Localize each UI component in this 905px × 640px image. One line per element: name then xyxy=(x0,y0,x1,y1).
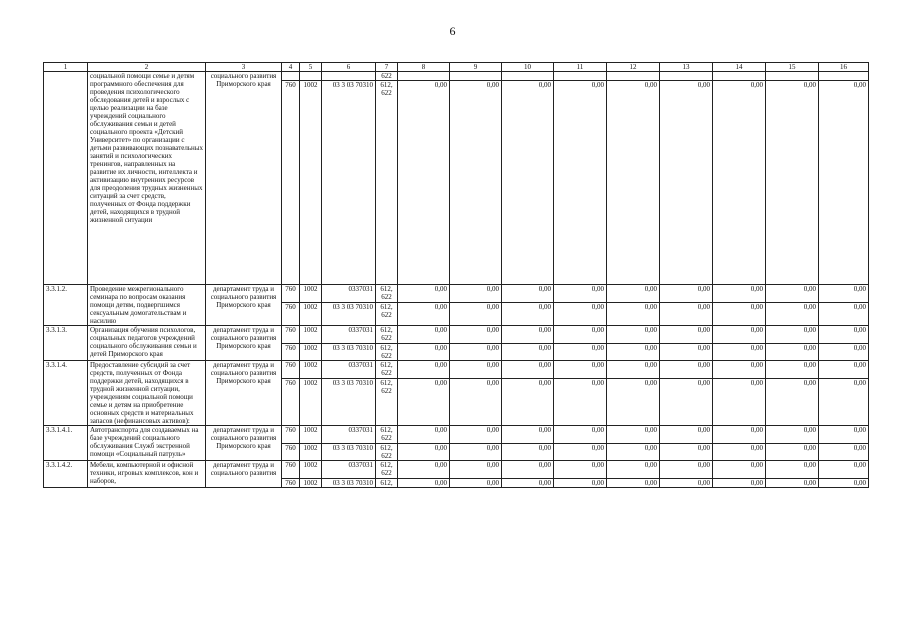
value-cell: 0,00 xyxy=(819,461,869,479)
header-cell: 6 xyxy=(322,63,376,72)
row-code: 3.3.1.2. xyxy=(44,285,88,326)
row-name: Автотранспорта для создаваемых на базе учреждений социального обслуживания Служб экстренной помощи «Социальный патруль» xyxy=(88,426,206,461)
value-cell xyxy=(819,72,869,81)
header-cell: 7 xyxy=(376,63,398,72)
value-cell: 0,00 xyxy=(554,361,607,379)
cell-c6: 0337031 xyxy=(322,326,376,344)
cell-c6: 03 3 03 70310 xyxy=(322,479,376,488)
value-cell xyxy=(502,72,554,81)
cell-c5: 1002 xyxy=(300,326,322,344)
value-cell: 0,00 xyxy=(713,303,766,326)
cell-c6 xyxy=(322,72,376,81)
value-cell: 0,00 xyxy=(713,344,766,361)
value-cell: 0,00 xyxy=(607,444,660,461)
cell-c7: 612, 622 xyxy=(376,461,398,479)
value-cell: 0,00 xyxy=(713,426,766,444)
table-row xyxy=(44,285,869,303)
row-name: Проведение межрегионального семинара по вопросам оказания помощи детям, подвергшимся сексуальным домогательствам и насилию xyxy=(88,285,206,326)
value-cell: 0,00 xyxy=(554,285,607,303)
row-code: 3.3.1.4.1. xyxy=(44,426,88,461)
row-name: Мебели, компьютерной и офисной техники, игровых комплексов, кон и наборов, xyxy=(88,461,206,488)
value-cell: 0,00 xyxy=(398,303,450,326)
value-cell: 0,00 xyxy=(660,426,713,444)
cell-c7: 612, 622 xyxy=(376,361,398,379)
row-name: социальной помощи семье и детям программного обеспечения для проведения психологического обследования детей и взрослых с целью реализации на базе учреждений социального обслуживания семьи и детей социального проекта «Детский Университет» по организации с детьми развивающих познавательных занятий и психологических тренингов, направленных на развитие их личности, интеллекта и активизацию внутренних ресурсов для преодоления трудных жизненных ситуаций за счет средств, полученных от Фонда поддержки детей, находящихся в трудной жизненной ситуации xyxy=(88,72,206,285)
value-cell: 0,00 xyxy=(660,379,713,426)
header-cell: 3 xyxy=(206,63,282,72)
value-cell: 0,00 xyxy=(554,81,607,285)
cell-c6: 0337031 xyxy=(322,426,376,444)
cell-c4: 760 xyxy=(282,81,300,285)
cell-c4: 760 xyxy=(282,379,300,426)
value-cell: 0,00 xyxy=(819,426,869,444)
cell-c5: 1002 xyxy=(300,361,322,379)
cell-c7: 612, 622 xyxy=(376,444,398,461)
cell-c6: 0337031 xyxy=(322,285,376,303)
table-row xyxy=(44,361,869,379)
value-cell: 0,00 xyxy=(713,285,766,303)
cell-c4: 760 xyxy=(282,361,300,379)
value-cell: 0,00 xyxy=(450,479,502,488)
value-cell: 0,00 xyxy=(502,285,554,303)
value-cell: 0,00 xyxy=(660,361,713,379)
value-cell: 0,00 xyxy=(766,426,819,444)
cell-c5: 1002 xyxy=(300,444,322,461)
value-cell: 0,00 xyxy=(607,303,660,326)
value-cell: 0,00 xyxy=(819,479,869,488)
value-cell: 0,00 xyxy=(450,379,502,426)
value-cell: 0,00 xyxy=(398,426,450,444)
value-cell: 0,00 xyxy=(819,285,869,303)
value-cell: 0,00 xyxy=(554,303,607,326)
value-cell: 0,00 xyxy=(766,326,819,344)
value-cell: 0,00 xyxy=(450,81,502,285)
cell-c7: 612, 622 xyxy=(376,285,398,303)
value-cell: 0,00 xyxy=(766,285,819,303)
cell-c4: 760 xyxy=(282,326,300,344)
value-cell: 0,00 xyxy=(607,479,660,488)
value-cell: 0,00 xyxy=(450,303,502,326)
value-cell: 0,00 xyxy=(450,426,502,444)
value-cell: 0,00 xyxy=(554,479,607,488)
cell-c6: 03 3 03 70310 xyxy=(322,81,376,285)
value-cell: 0,00 xyxy=(713,326,766,344)
row-executor: департамент труда и социального развития Приморского края xyxy=(206,361,282,426)
cell-c4 xyxy=(282,72,300,81)
value-cell: 0,00 xyxy=(502,479,554,488)
cell-c4: 760 xyxy=(282,444,300,461)
header-cell: 11 xyxy=(554,63,607,72)
value-cell: 0,00 xyxy=(819,326,869,344)
cell-c7: 612, 622 xyxy=(376,81,398,285)
value-cell: 0,00 xyxy=(607,326,660,344)
value-cell: 0,00 xyxy=(398,361,450,379)
value-cell: 0,00 xyxy=(766,479,819,488)
value-cell: 0,00 xyxy=(502,361,554,379)
value-cell: 0,00 xyxy=(398,461,450,479)
value-cell: 0,00 xyxy=(398,285,450,303)
value-cell: 0,00 xyxy=(607,361,660,379)
value-cell: 0,00 xyxy=(502,444,554,461)
cell-c5 xyxy=(300,72,322,81)
cell-c7: 622 xyxy=(376,72,398,81)
value-cell: 0,00 xyxy=(713,444,766,461)
cell-c6: 03 3 03 70310 xyxy=(322,344,376,361)
value-cell xyxy=(398,72,450,81)
cell-c6: 03 3 03 70310 xyxy=(322,379,376,426)
value-cell xyxy=(554,72,607,81)
value-cell xyxy=(766,72,819,81)
value-cell: 0,00 xyxy=(398,444,450,461)
cell-c5: 1002 xyxy=(300,303,322,326)
cell-c5: 1002 xyxy=(300,379,322,426)
header-cell: 10 xyxy=(502,63,554,72)
value-cell: 0,00 xyxy=(554,344,607,361)
cell-c5: 1002 xyxy=(300,479,322,488)
cell-c6: 03 3 03 70310 xyxy=(322,303,376,326)
value-cell: 0,00 xyxy=(766,344,819,361)
value-cell: 0,00 xyxy=(450,444,502,461)
value-cell xyxy=(713,72,766,81)
header-cell: 12 xyxy=(607,63,660,72)
cell-c5: 1002 xyxy=(300,344,322,361)
cell-c5: 1002 xyxy=(300,285,322,303)
value-cell: 0,00 xyxy=(502,81,554,285)
row-executor: департамент труда и социального развития xyxy=(206,461,282,488)
cell-c7: 612, 622 xyxy=(376,379,398,426)
header-cell: 5 xyxy=(300,63,322,72)
value-cell: 0,00 xyxy=(766,461,819,479)
table-row xyxy=(44,461,869,479)
cell-c7: 612, xyxy=(376,479,398,488)
header-cell: 2 xyxy=(88,63,206,72)
cell-c7: 612, 622 xyxy=(376,303,398,326)
header-cell: 16 xyxy=(819,63,869,72)
cell-c4: 760 xyxy=(282,303,300,326)
cell-c4: 760 xyxy=(282,285,300,303)
table-row xyxy=(44,426,869,444)
value-cell: 0,00 xyxy=(502,303,554,326)
value-cell: 0,00 xyxy=(554,426,607,444)
value-cell xyxy=(660,72,713,81)
value-cell: 0,00 xyxy=(819,81,869,285)
value-cell xyxy=(450,72,502,81)
value-cell: 0,00 xyxy=(398,326,450,344)
header-cell: 13 xyxy=(660,63,713,72)
value-cell: 0,00 xyxy=(819,303,869,326)
value-cell: 0,00 xyxy=(660,444,713,461)
value-cell: 0,00 xyxy=(502,379,554,426)
value-cell: 0,00 xyxy=(450,461,502,479)
value-cell: 0,00 xyxy=(607,285,660,303)
value-cell: 0,00 xyxy=(713,461,766,479)
value-cell: 0,00 xyxy=(554,326,607,344)
table-row xyxy=(44,72,869,81)
row-code: 3.3.1.4. xyxy=(44,361,88,426)
value-cell: 0,00 xyxy=(819,361,869,379)
row-executor: департамент труда и социального развития Приморского края xyxy=(206,426,282,461)
value-cell: 0,00 xyxy=(450,361,502,379)
cell-c7: 612, 622 xyxy=(376,326,398,344)
header-cell: 1 xyxy=(44,63,88,72)
value-cell: 0,00 xyxy=(766,361,819,379)
value-cell: 0,00 xyxy=(554,444,607,461)
header-cell: 8 xyxy=(398,63,450,72)
value-cell: 0,00 xyxy=(660,81,713,285)
row-code: 3.3.1.3. xyxy=(44,326,88,361)
value-cell: 0,00 xyxy=(766,379,819,426)
header-row xyxy=(44,63,869,72)
value-cell: 0,00 xyxy=(713,361,766,379)
value-cell: 0,00 xyxy=(660,285,713,303)
row-executor: департамент труда и социального развития Приморского края xyxy=(206,326,282,361)
value-cell: 0,00 xyxy=(660,479,713,488)
table-row xyxy=(44,326,869,344)
row-executor: социального развития Приморского края xyxy=(206,72,282,285)
value-cell: 0,00 xyxy=(819,379,869,426)
cell-c6: 0337031 xyxy=(322,461,376,479)
header-cell: 4 xyxy=(282,63,300,72)
value-cell: 0,00 xyxy=(502,461,554,479)
value-cell: 0,00 xyxy=(713,479,766,488)
value-cell: 0,00 xyxy=(660,344,713,361)
header-cell: 9 xyxy=(450,63,502,72)
value-cell: 0,00 xyxy=(450,285,502,303)
value-cell: 0,00 xyxy=(554,461,607,479)
cell-c7: 612, 622 xyxy=(376,344,398,361)
value-cell: 0,00 xyxy=(502,344,554,361)
value-cell: 0,00 xyxy=(502,326,554,344)
cell-c7: 612, 622 xyxy=(376,426,398,444)
row-name: Организация обучения психологов, социальных педагогов учреждений социального обслуживания семьи и детей Приморского края xyxy=(88,326,206,361)
value-cell: 0,00 xyxy=(766,303,819,326)
row-name: Предоставление субсидий за счет средств, полученных от Фонда поддержки детей, находящихся в трудной жизненной ситуации, учреждениям социальной помощи семье и детям на приобретение основных средств и материальных запасов (нефинансовых активов): xyxy=(88,361,206,426)
value-cell: 0,00 xyxy=(819,344,869,361)
value-cell: 0,00 xyxy=(398,81,450,285)
row-executor: департамент труда и социального развития Приморского края xyxy=(206,285,282,326)
row-code: 3.3.1.4.2. xyxy=(44,461,88,488)
cell-c5: 1002 xyxy=(300,81,322,285)
cell-c4: 760 xyxy=(282,461,300,479)
value-cell: 0,00 xyxy=(450,326,502,344)
cell-c4: 760 xyxy=(282,426,300,444)
value-cell: 0,00 xyxy=(607,379,660,426)
value-cell: 0,00 xyxy=(607,461,660,479)
value-cell: 0,00 xyxy=(398,379,450,426)
cell-c6: 0337031 xyxy=(322,361,376,379)
value-cell: 0,00 xyxy=(766,81,819,285)
value-cell: 0,00 xyxy=(502,426,554,444)
value-cell: 0,00 xyxy=(607,81,660,285)
value-cell: 0,00 xyxy=(713,379,766,426)
budget-table xyxy=(43,62,869,488)
cell-c4: 760 xyxy=(282,344,300,361)
value-cell: 0,00 xyxy=(660,326,713,344)
value-cell: 0,00 xyxy=(398,344,450,361)
cell-c4: 760 xyxy=(282,479,300,488)
header-cell: 14 xyxy=(713,63,766,72)
cell-c5: 1002 xyxy=(300,426,322,444)
value-cell: 0,00 xyxy=(713,81,766,285)
value-cell xyxy=(607,72,660,81)
cell-c6: 03 3 03 70310 xyxy=(322,444,376,461)
cell-c5: 1002 xyxy=(300,461,322,479)
row-code xyxy=(44,72,88,285)
value-cell: 0,00 xyxy=(660,303,713,326)
page-number: 6 xyxy=(449,24,456,38)
value-cell: 0,00 xyxy=(450,344,502,361)
value-cell: 0,00 xyxy=(660,461,713,479)
value-cell: 0,00 xyxy=(607,344,660,361)
value-cell: 0,00 xyxy=(607,426,660,444)
value-cell: 0,00 xyxy=(766,444,819,461)
value-cell: 0,00 xyxy=(398,479,450,488)
value-cell: 0,00 xyxy=(554,379,607,426)
value-cell: 0,00 xyxy=(819,444,869,461)
header-cell: 15 xyxy=(766,63,819,72)
